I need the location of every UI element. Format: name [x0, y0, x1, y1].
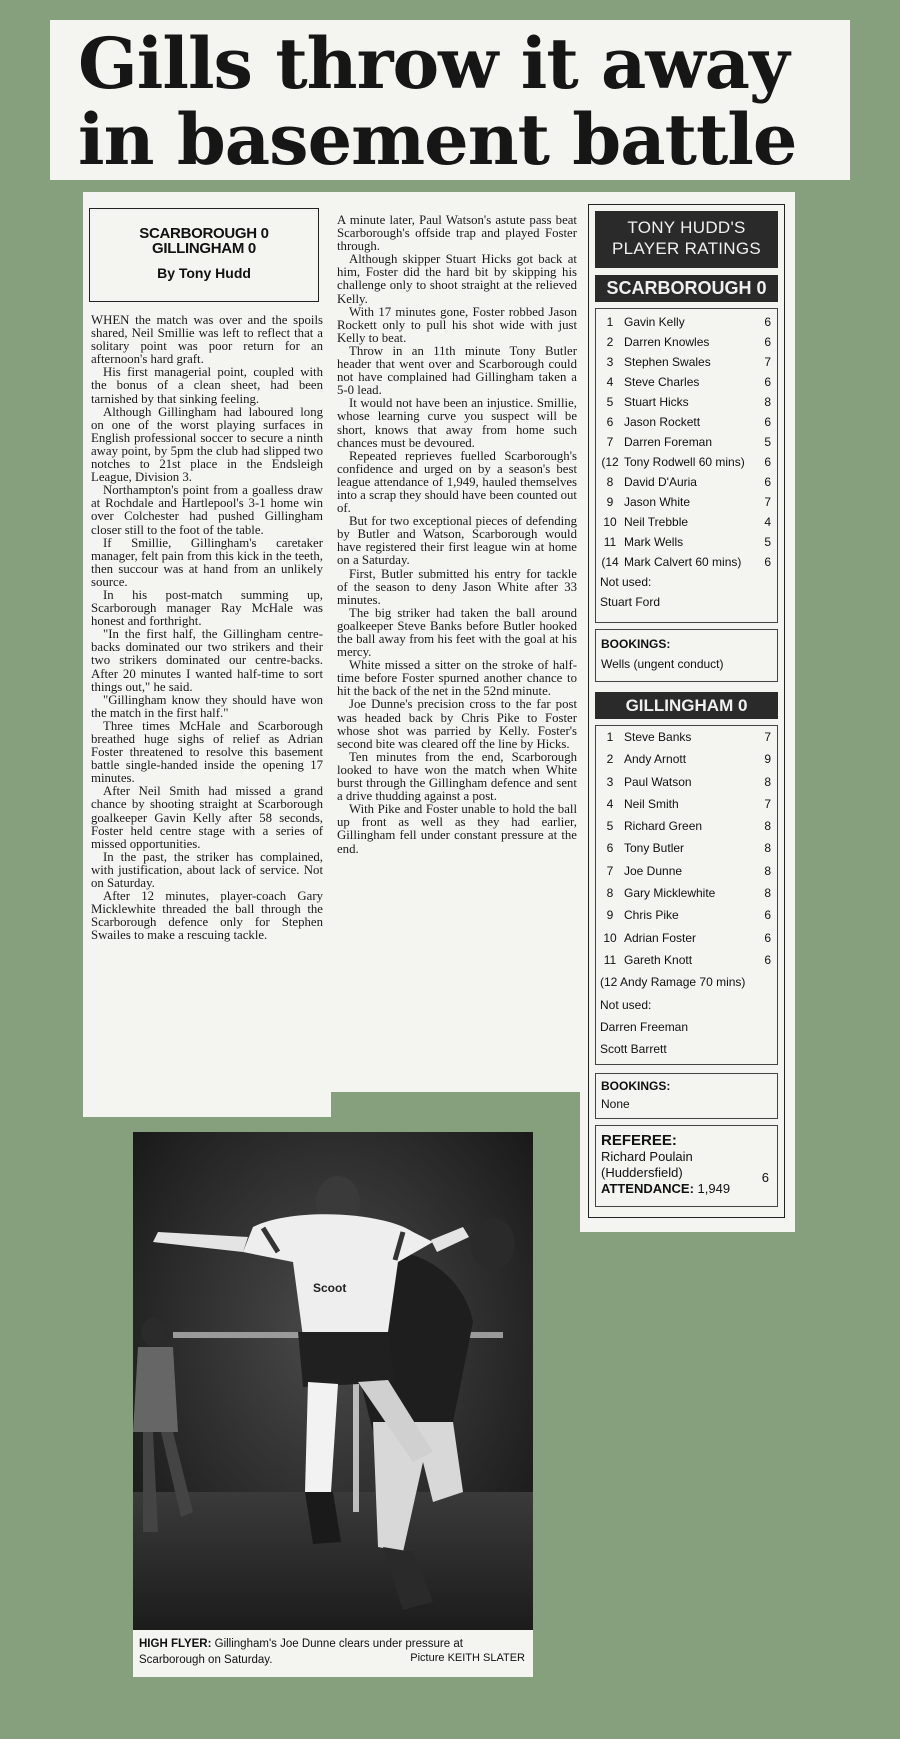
- player-row: 2 Andy Arnott 9: [606, 752, 771, 767]
- referee-rating: 6: [761, 1170, 769, 1185]
- substitute-row: (12 Andy Ramage 70 mins): [600, 975, 746, 990]
- paragraph: It would not have been an injustice. Smillie, whose learning curve you suspect will be short, knows that away from home such chances must be devoured.: [337, 396, 577, 450]
- paragraph: Three times McHale and Scarborough breathed huge sighs of relief as Adrian Foster threatened to resolve this basement battle single-handed inside the opening 17 minutes.: [91, 718, 323, 786]
- caption-text: Gillingham's Joe Dunne clears under pressure at Scarborough on Saturday.: [139, 1638, 463, 1666]
- attendance: [596, 1181, 777, 1196]
- team-gillingham-header: GILLINGHAM 0: [595, 692, 778, 719]
- not-used-player: Darren Freeman: [600, 1019, 689, 1034]
- shirt-sponsor: Scoot: [313, 1281, 347, 1295]
- paragraph: With 17 minutes gone, Foster robbed Jason Rockett only to pull his shot wide with just Kelly to beat.: [337, 304, 577, 345]
- gillingham-bookings: [595, 1073, 778, 1119]
- caption-label: HIGH FLYER:: [139, 1638, 212, 1650]
- player-row: 7 Joe Dunne 8: [606, 863, 771, 878]
- player-row: 3 Stephen Swales 7: [606, 355, 771, 369]
- not-used-player: Scott Barrett: [600, 1042, 667, 1057]
- paragraph: WHEN the match was over and the spoils shared, Neil Smillie was left to reflect that a solitary point was poor return for an afternoon's hard graft.: [91, 313, 323, 367]
- ratings-title-line-2: PLAYER RATINGS: [611, 239, 762, 258]
- headline-line-1: Gills throw it away: [78, 22, 789, 105]
- player-row: (14 Mark Calvert 60 mins) 6: [601, 555, 771, 569]
- paragraph: The big striker had taken the ball around goalkeeper Steve Banks before Butler hooked the ball away from his feet with the goal at his mercy.: [337, 605, 577, 660]
- player-row: 4 Steve Charles 6: [606, 375, 771, 389]
- paragraph: First, Butler submitted his entry for tackle of the season to deny Jason White after 33 minutes.: [337, 566, 577, 607]
- referee-name: Richard Poulain: [601, 1149, 693, 1164]
- score-away: GILLINGHAM 0: [152, 240, 256, 257]
- player-row: 5 Stuart Hicks 8: [606, 395, 771, 409]
- player-row: 3 Paul Watson 8: [606, 774, 771, 789]
- ratings-title-line-1: TONY HUDD'S: [627, 218, 746, 237]
- scarborough-bookings: [595, 629, 778, 682]
- player-row: 8 Gary Micklewhite 8: [606, 886, 771, 901]
- attendance-label: ATTENDANCE:: [601, 1181, 694, 1196]
- referee-box: [595, 1125, 778, 1207]
- paragraph: After 12 minutes, player-coach Gary Micklewhite threaded the ball through the Scarborough defence only for Stephen Swailes to make a rescuing tackle.: [91, 889, 323, 943]
- not-used-player: Stuart Ford: [600, 595, 661, 609]
- paragraph: Repeated reprieves fuelled Scarborough's confidence and urged on by a season's best league attendance of 1,949, hauled themselves into a scrap they should have been counted out of.: [337, 448, 577, 516]
- player-row: 10 Adrian Foster 6: [603, 930, 771, 945]
- article-text-col2: [337, 214, 577, 856]
- player-row: 2 Darren Knowles 6: [606, 335, 771, 349]
- paragraph: In the past, the striker has complained, with justification, about lack of service. Not on Saturday.: [91, 849, 323, 891]
- attendance-value: 1,949: [697, 1181, 731, 1196]
- paragraph: Throw in an 11th minute Tony Butler header that went over and Scarborough could not have complained had Gillingham taken a 5-0 lead.: [337, 343, 577, 398]
- not-used-label: Not used:: [600, 575, 652, 589]
- player-row: 9 Chris Pike 6: [606, 908, 771, 923]
- team-gillingham-list: [595, 725, 778, 1065]
- paragraph: Although Gillingham had laboured long on one of the worst playing surfaces in English professional soccer to secure a ninth away point, by 5pm the club had slipped two notches to 21st place in the Endsleigh League, Division 3.: [91, 404, 323, 485]
- bookings-label: BOOKINGS:: [601, 637, 671, 651]
- not-used-label: Not used:: [600, 997, 652, 1012]
- match-photo: [133, 1132, 533, 1630]
- player-row: 6 Jason Rockett 6: [606, 415, 771, 429]
- paragraph: His first managerial point, coupled with the bonus of a clean sheet, had been tarnished by that sinking feeling.: [91, 365, 323, 406]
- player-row: 1 Steve Banks 7: [606, 730, 771, 744]
- paragraph: "Gillingham know they should have won the match in the first half.": [91, 692, 323, 720]
- referee-label: REFEREE:: [601, 1132, 677, 1149]
- paragraph: But for two exceptional pieces of defending by Butler and Watson, Scarborough would have registered their first league win at home on a Saturday.: [337, 514, 577, 568]
- player-row: 8 David D'Auria 6: [606, 475, 771, 489]
- ratings-frame: [588, 204, 785, 1218]
- score-box: [89, 208, 319, 302]
- article-column-1: [83, 192, 331, 1117]
- paragraph: Although skipper Stuart Hicks got back at him, Foster did the hard bit by skipping his challenge only to shoot straight at the relieved Kelly.: [337, 252, 577, 306]
- paragraph: In his post-match summing up, Scarborough manager Ray McHale was honest and forthright.: [91, 587, 323, 629]
- photo-panel: [133, 1132, 533, 1677]
- paragraph: "In the first half, the Gillingham centre-backs dominated our two strikers and their two strikers dominated our centre-backs. After 20 minutes I wanted half-time to sort things out," he said.: [91, 627, 323, 694]
- paragraph: Northampton's point from a goalless draw at Rochdale and Hartlepool's 3-1 home win over Colchester had pushed Gillingham closer still to the foot of the table.: [91, 483, 323, 537]
- headline-line-2: in basement battle: [78, 98, 797, 181]
- headline: [78, 22, 838, 181]
- article-text-col1: [91, 314, 323, 943]
- bookings-value: None: [601, 1097, 630, 1111]
- player-row: (12 Tony Rodwell 60 mins) 6: [601, 455, 771, 469]
- player-row: 11 Gareth Knott 6: [603, 952, 771, 967]
- player-row: 5 Richard Green 8: [606, 819, 771, 834]
- player-row: 10 Neil Trebble 4: [603, 515, 771, 529]
- article-column-2: [331, 192, 581, 1092]
- team-scarborough-list: [595, 308, 778, 623]
- player-row: 11 Mark Wells 5: [603, 535, 771, 549]
- paragraph: With Pike and Foster unable to hold the ball up front as well as they had earlier, Gillingham fell under constant pressure at the end.: [337, 802, 577, 856]
- player-row: 1 Gavin Kelly 6: [606, 315, 771, 329]
- score-home: SCARBOROUGH 0: [139, 225, 269, 242]
- photo-credit: Picture KEITH SLATER: [410, 1652, 525, 1664]
- paragraph: White missed a sitter on the stroke of half-time before Foster spurned another chance to hit the back of the net in the 52nd minute.: [337, 658, 577, 699]
- paragraph: A minute later, Paul Watson's astute pass beat Scarborough's offside trap and played Foster through.: [337, 213, 577, 254]
- referee-town: (Huddersfield): [601, 1165, 683, 1180]
- ratings-title: [595, 211, 778, 268]
- paragraph: After Neil Smith had missed a grand chance by shooting straight at Scarborough goalkeeper Gavin Kelly after 58 seconds, Foster held centre stage with a series of missed opportunities.: [91, 784, 323, 851]
- player-row: 6 Tony Butler 8: [606, 841, 771, 856]
- paragraph: Ten minutes from the end, Scarborough looked to have won the match when White burst through the Gillingham defence and sent a drive thudding against a post.: [337, 749, 577, 804]
- paragraph: If Smillie, Gillingham's caretaker manager, felt pain from this kick in the teeth, then succour was at hand from an unlikely source.: [91, 535, 323, 589]
- paragraph: Joe Dunne's precision cross to the far post was headed back by Chris Pike to Foster whose shot was parried by Kelly. Foster's second bite was cleared off the line by Hicks.: [337, 697, 577, 751]
- player-row: 9 Jason White 7: [606, 495, 771, 509]
- team-scarborough-header: SCARBOROUGH 0: [595, 275, 778, 302]
- bookings-label: BOOKINGS:: [601, 1079, 671, 1093]
- headline-panel: [50, 20, 850, 180]
- player-ratings-panel: [580, 192, 795, 1232]
- player-row: 7 Darren Foreman 5: [606, 435, 771, 449]
- bookings-value: Wells (ungent conduct): [601, 657, 724, 671]
- byline: By Tony Hudd: [157, 265, 251, 281]
- player-row: 4 Neil Smith 7: [606, 796, 771, 811]
